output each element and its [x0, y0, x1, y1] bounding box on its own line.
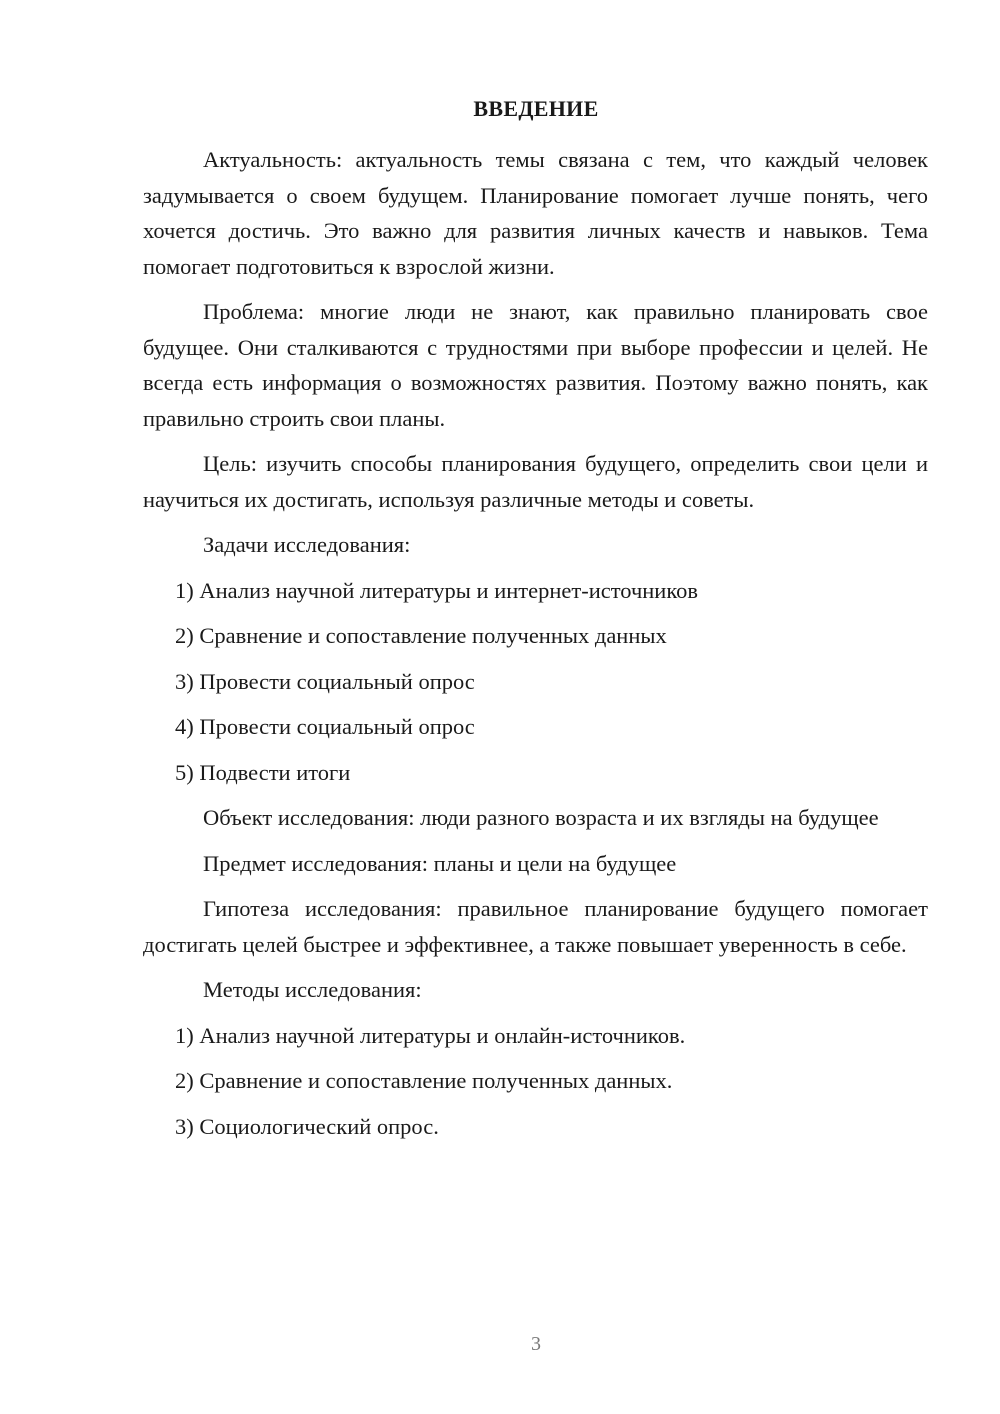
- tasks-heading: Задачи исследования:: [203, 532, 411, 557]
- task-item: 5) Подвести итоги: [175, 759, 351, 785]
- task-item: 3) Провести социальный опрос: [175, 668, 475, 694]
- page-title: ВВЕДЕНИЕ: [473, 96, 599, 121]
- problem-paragraph: Проблема: многие люди не знают, как правильно планировать свое будущее. Они сталкиваются с трудностями при выборе профессии и целей. Не всегда есть информация о возможностях развития. Поэтому важно понять, как правильно строить свои планы.: [143, 299, 928, 431]
- goal-paragraph: Цель: изучить способы планирования будущего, определить свои цели и научиться их достигать, используя различные методы и советы.: [143, 451, 928, 512]
- subject-paragraph: Предмет исследования: планы и цели на будущее: [203, 850, 677, 876]
- method-item: 1) Анализ научной литературы и онлайн-источников.: [175, 1022, 686, 1048]
- method-item: 2) Сравнение и сопоставление полученных данных.: [175, 1068, 673, 1093]
- method-item: 3) Социологический опрос.: [175, 1113, 439, 1139]
- document-body: [143, 142, 928, 1154]
- hypothesis-paragraph: Гипотеза исследования: правильное планирование будущего помогает достигать целей быстрее и эффективнее, а также повышает уверенность в себе.: [143, 896, 928, 957]
- object-paragraph: Объект исследования: люди разного возраста и их взгляды на будущее: [203, 805, 879, 830]
- page-number: 3: [531, 1333, 541, 1355]
- task-item: 2) Сравнение и сопоставление полученных данных: [175, 623, 667, 648]
- methods-heading: Методы исследования:: [203, 977, 422, 1002]
- task-item: 4) Провести социальный опрос: [175, 714, 475, 739]
- relevance-paragraph: Актуальность: актуальность темы связана с тем, что каждый человек задумывается о своем будущем. Планирование помогает лучше понять, чего хочется достичь. Это важно для развития личных качеств и навыков. Тема помогает подготовиться к взрослой жизни.: [143, 147, 928, 279]
- task-item: 1) Анализ научной литературы и интернет-источников: [175, 577, 699, 603]
